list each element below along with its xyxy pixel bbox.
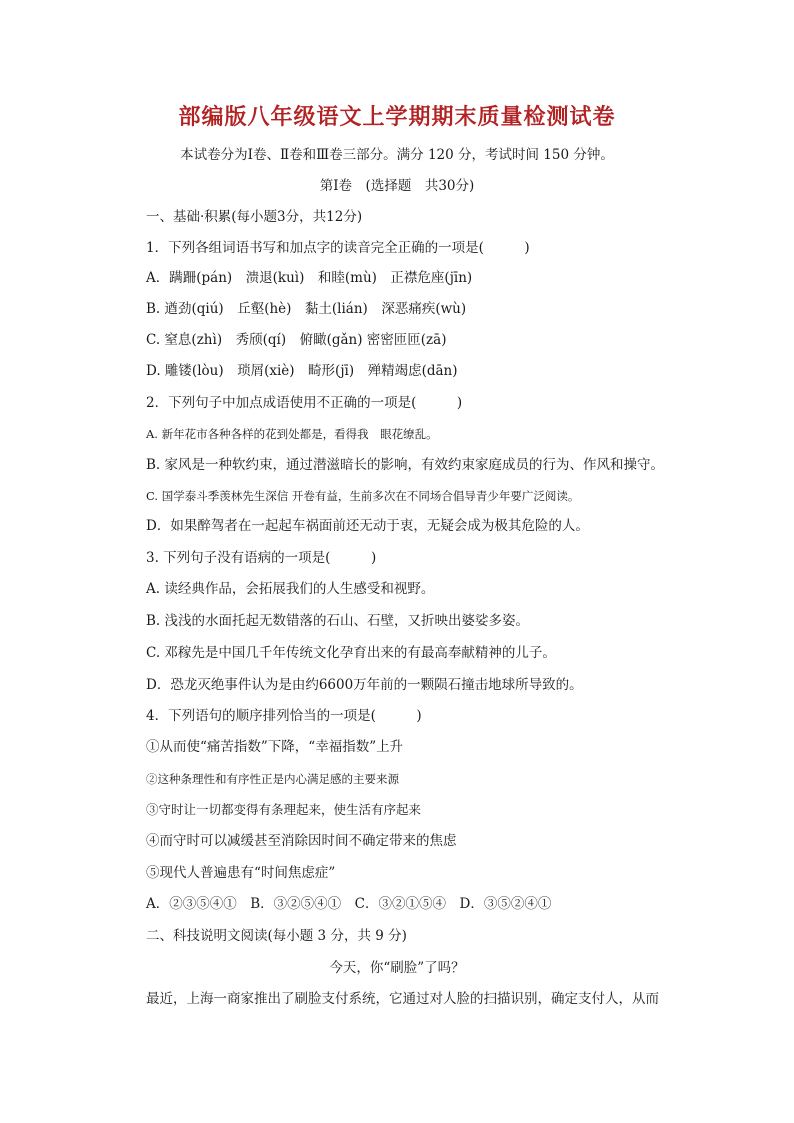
- q2-option-b: B. 家风是一种软约束，通过潜滋暗长的影响，有效约束家庭成员的行为、作风和操守。: [146, 457, 665, 473]
- exam-intro: 本试卷分为Ⅰ卷、Ⅱ卷和Ⅲ卷三部分。满分 120 分，考试时间 150 分钟。: [180, 147, 614, 163]
- part1-header: 第Ⅰ卷 (选择题 共30分): [319, 178, 475, 194]
- q4-options: A．②③⑤④① B．③②⑤④① C．③②①⑤④ D．③⑤②④①: [146, 896, 552, 912]
- q4-sentence-4: ④而守时可以减缓甚至消除因时间不确定带来的焦虑: [146, 833, 457, 849]
- q1-option-c: C. 窒息(zhì) 秀颀(qí) 俯瞰(gǎn) 密密匝匝(zā): [146, 332, 447, 348]
- q4-sentence-1: ①从而使“痛苦指数”下降，“幸福指数”上升: [146, 739, 404, 755]
- q3-option-b: B. 浅浅的水面托起无数错落的石山、石壁，又折映出婆娑多姿。: [146, 613, 530, 629]
- q4-sentence-5: ⑤现代人普遍患有“时间焦虑症”: [146, 865, 336, 881]
- q4-sentence-2: ②这种条理性和有序性正是内心满足感的主要来源: [146, 772, 399, 786]
- q1-option-b: B. 遒劲(qiú) 丘壑(hè) 黏土(lián) 深恶痛疾(wù): [146, 301, 467, 317]
- section2-heading: 二、科技说明文阅读(每小题 3 分，共 9 分): [146, 928, 407, 944]
- q2-stem: 2．下列句子中加点成语使用不正确的一项是( ): [146, 395, 463, 411]
- q1-option-a: A．蹒跚(pán) 溃退(kuì) 和睦(mù) 正襟危座(jīn): [146, 270, 473, 286]
- q4-sentence-3: ③守时让一切都变得有条理起来，使生活有序起来: [146, 802, 422, 817]
- q2-option-d: D．如果醉驾者在一起起车祸面前还无动于衷，无疑会成为极其危险的人。: [146, 518, 589, 534]
- q1-stem: 1．下列各组词语书写和加点字的读音完全正确的一项是( ): [146, 240, 530, 256]
- q3-stem: 3. 下列句子没有语病的一项是( ): [146, 550, 377, 566]
- q2-option-a: A. 新年花市各种各样的花到处都是，看得我 眼花缭乱。: [146, 427, 438, 441]
- article-title: 今天，你“刷脸”了吗？: [329, 960, 465, 976]
- q2-option-c: C. 国学泰斗季羡林先生深信 开卷有益，生前多次在不同场合倡导青少年要广泛阅读。: [146, 489, 580, 503]
- q1-option-d: D. 雕镂(lòu) 琐屑(xiè) 畸形(jī) 殚精竭虑(dān): [146, 363, 458, 379]
- section1-heading: 一、基础·积累(每小题3分，共12分): [146, 209, 363, 225]
- q3-option-a: A. 读经典作品，会拓展我们的人生感受和视野。: [146, 581, 435, 597]
- article-paragraph: 最近，上海一商家推出了刷脸支付系统，它通过对人脸的扫描识别，确定支付人，从而: [146, 991, 659, 1007]
- q4-stem: 4．下列语句的顺序排列恰当的一项是( ): [146, 708, 422, 724]
- q3-option-c: C. 邓稼先是中国几千年传统文化孕育出来的有最高奉献精神的儿子。: [146, 645, 556, 661]
- exam-title: 部编版八年级语文上学期期末质量检测试卷: [178, 104, 616, 130]
- q3-option-d: D．恐龙灭绝事件认为是由约6600万年前的一颗陨石撞击地球所导致的。: [146, 677, 583, 693]
